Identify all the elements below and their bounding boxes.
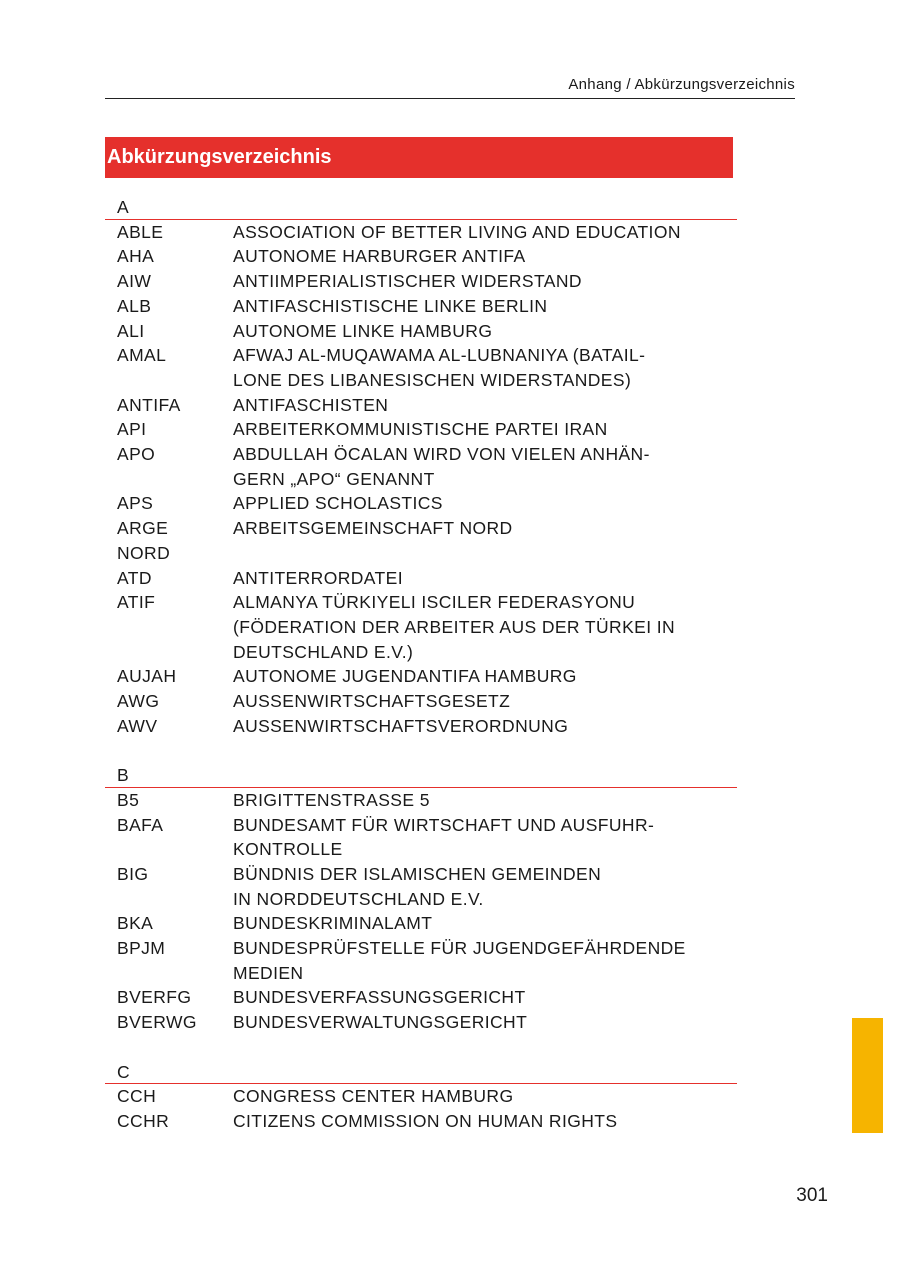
abbreviation: BAFA <box>117 814 164 835</box>
definition: BUNDESKRIMINALAMT <box>233 913 433 934</box>
abbreviation: ANTIFA <box>117 394 181 415</box>
list-item <box>105 220 737 245</box>
section-b <box>105 763 737 1035</box>
definition: BUNDESVERWALTUNGSGERICHT <box>233 1012 528 1033</box>
definition: ANTIIMPERIALISTISCHER WIDERSTAND <box>233 271 582 292</box>
list-item <box>105 491 737 516</box>
abbreviation: AMAL <box>117 345 167 366</box>
list-item <box>105 1084 737 1109</box>
definition: ASSOCIATION OF BETTER LIVING AND EDUCATION <box>233 221 681 242</box>
list-item <box>105 244 737 269</box>
page-number: 301 <box>796 1185 828 1206</box>
list-item <box>105 269 737 294</box>
section-c <box>105 1060 737 1134</box>
definition: ANTIFASCHISTISCHE LINKE BERLIN <box>233 295 548 316</box>
definition: ALMANYA TÜRKIYELI ISCILER FEDERASYONU (FÖDERATION DER ARBEITER AUS DER TÜRKEI IN DEUTSCHLAND E.V.) <box>233 592 676 662</box>
abbreviation: ABLE <box>117 221 164 242</box>
definition: ARBEITERKOMMUNISTISCHE PARTEI IRAN <box>233 419 608 440</box>
definition: CONGRESS CENTER HAMBURG <box>233 1086 514 1107</box>
abbreviation: ATD <box>117 567 152 588</box>
section-a <box>105 195 737 738</box>
list-item <box>105 590 737 664</box>
definition: AUTONOME HARBURGER ANTIFA <box>233 246 526 267</box>
list-item <box>105 813 737 862</box>
abbreviation: AUJAH <box>117 666 177 687</box>
list-item <box>105 911 737 936</box>
abbreviation: BVERFG <box>117 987 192 1008</box>
abbreviation: AHA <box>117 246 155 267</box>
list-item <box>105 1010 737 1035</box>
list-item <box>105 689 737 714</box>
list-item <box>105 442 737 491</box>
definition: BRIGITTENSTRASSE 5 <box>233 789 430 810</box>
abbreviation: ALB <box>117 295 152 316</box>
list-item <box>105 393 737 418</box>
list-item <box>105 862 737 911</box>
list-item <box>105 516 737 565</box>
list-item <box>105 566 737 591</box>
list-item <box>105 343 737 392</box>
abbreviation: BIG <box>117 863 149 884</box>
section-letter: A <box>105 195 737 220</box>
abbreviation: ALI <box>117 320 145 341</box>
definition: CITIZENS COMMISSION ON HUMAN RIGHTS <box>233 1110 618 1131</box>
running-header: Anhang / Abkürzungsverzeichnis <box>105 76 795 99</box>
list-item <box>105 788 737 813</box>
section-letter: B <box>105 763 737 788</box>
abbreviation: APO <box>117 444 156 465</box>
definition: ARBEITSGEMEINSCHAFT NORD <box>233 518 513 539</box>
definition: BUNDESPRÜFSTELLE FÜR JUGENDGEFÄHRDENDE MEDIEN <box>233 938 686 983</box>
list-item <box>105 1109 737 1134</box>
definition: APPLIED SCHOLASTICS <box>233 493 443 514</box>
abbreviation-list <box>105 195 737 1158</box>
definition: ABDULLAH ÖCALAN WIRD VON VIELEN ANHÄN- GERN „APO“ GENANNT <box>233 444 650 489</box>
list-item <box>105 319 737 344</box>
list-item <box>105 936 737 985</box>
list-item <box>105 985 737 1010</box>
definition: ANTITERRORDATEI <box>233 567 403 588</box>
abbreviation: BPJM <box>117 938 166 959</box>
abbreviation: API <box>117 419 147 440</box>
definition: AUSSENWIRTSCHAFTSGESETZ <box>233 691 511 712</box>
list-item <box>105 294 737 319</box>
list-item <box>105 714 737 739</box>
definition: AUTONOME JUGENDANTIFA HAMBURG <box>233 666 577 687</box>
list-item <box>105 664 737 689</box>
abbreviation: APS <box>117 493 154 514</box>
thumb-index-tab <box>852 1018 883 1133</box>
abbreviation: ATIF <box>117 592 156 613</box>
definition: ANTIFASCHISTEN <box>233 394 389 415</box>
abbreviation: CCHR <box>117 1110 170 1131</box>
definition: AFWAJ AL-MUQAWAMA AL-LUBNANIYA (BATAIL- LONE DES LIBANESISCHEN WIDERSTANDES) <box>233 345 646 390</box>
abbreviation: BKA <box>117 913 154 934</box>
definition: AUTONOME LINKE HAMBURG <box>233 320 493 341</box>
section-letter: C <box>105 1060 737 1085</box>
abbreviation: ARGE NORD <box>117 518 171 563</box>
definition: AUSSENWIRTSCHAFTSVERORDNUNG <box>233 715 569 736</box>
abbreviation: B5 <box>117 789 140 810</box>
list-item <box>105 417 737 442</box>
definition: BUNDESAMT FÜR WIRTSCHAFT UND AUSFUHR- KONTROLLE <box>233 814 655 860</box>
abbreviation: AWG <box>117 691 160 712</box>
definition: BÜNDNIS DER ISLAMISCHEN GEMEINDEN IN NORDDEUTSCHLAND E.V. <box>233 863 602 909</box>
page-title: Abkürzungsverzeichnis <box>105 137 733 178</box>
definition: BUNDESVERFASSUNGSGERICHT <box>233 987 526 1008</box>
abbreviation: AWV <box>117 715 158 736</box>
abbreviation: CCH <box>117 1086 157 1107</box>
abbreviation: AIW <box>117 271 152 292</box>
abbreviation: BVERWG <box>117 1012 197 1033</box>
